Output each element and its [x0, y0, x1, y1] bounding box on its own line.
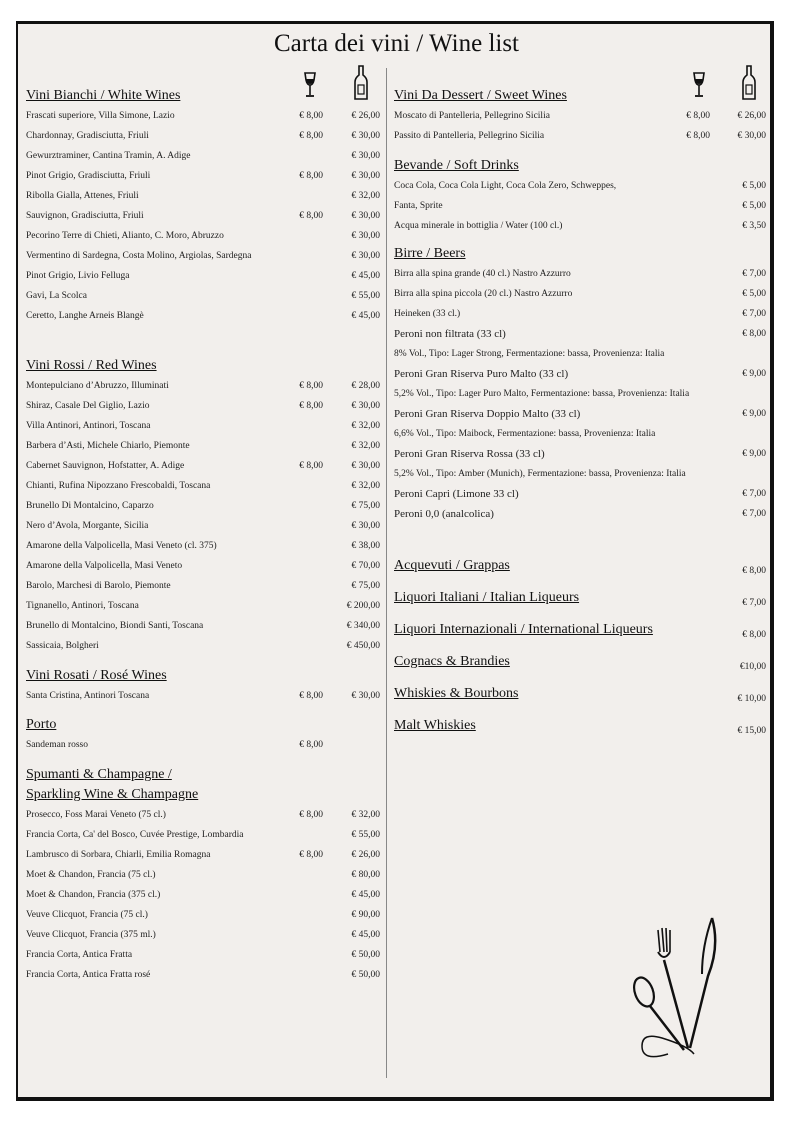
item-name: Birra alla spina piccola (20 cl.) Nastro Azzurro: [394, 289, 573, 299]
spirit-price: € 7,00: [742, 598, 766, 608]
section-soft-drinks: [394, 156, 766, 236]
item-price: € 3,50: [742, 221, 766, 231]
glass-price: € 8,00: [686, 111, 710, 121]
menu-item: [26, 805, 380, 825]
item-price: € 7,00: [742, 269, 766, 279]
bottle-price: € 50,00: [351, 970, 380, 980]
item-price: € 5,00: [742, 289, 766, 299]
bottle-price: € 75,00: [351, 581, 380, 591]
menu-item: [26, 865, 380, 885]
item-name: Vermentino di Sardegna, Costa Molino, Argiolas, Sardegna: [26, 251, 252, 261]
item-name: Francia Corta, Antica Fratta rosé: [26, 970, 151, 980]
section-sparkling: [26, 765, 380, 985]
glass-price: € 8,00: [299, 211, 323, 221]
bottle-price: € 30,00: [351, 131, 380, 141]
menu-item: [26, 146, 380, 166]
menu-item: [26, 376, 380, 396]
menu-item: [26, 636, 380, 656]
bottle-price: € 450,00: [346, 641, 380, 651]
menu-item: [26, 396, 380, 416]
section-title: Vini Da Dessert / Sweet Wines: [394, 88, 567, 103]
spirit-price: € 8,00: [742, 630, 766, 640]
item-name: Gavi, La Scolca: [26, 291, 87, 301]
section-title: Bevande / Soft Drinks: [394, 158, 519, 173]
item-name: Sandeman rosso: [26, 740, 89, 750]
item-name: Birra alla spina grande (40 cl.) Nastro Azzurro: [394, 269, 571, 279]
menu-item: [26, 516, 380, 536]
spirit-title: Liquori Internazionali / International Liqueurs: [394, 622, 653, 637]
item-name: Villa Antinori, Antinori, Toscana: [26, 421, 151, 431]
menu-item: [26, 286, 380, 306]
item-name: Heineken (33 cl.): [394, 309, 461, 319]
menu-item: [26, 266, 380, 286]
bottle-price: € 90,00: [351, 910, 380, 920]
menu-item: [26, 456, 380, 476]
menu-item: [26, 186, 380, 206]
item-name: Prosecco, Foss Marai Veneto (75 cl.): [26, 810, 166, 820]
item-name: Peroni Capri (Limone 33 cl): [394, 488, 519, 500]
bottle-price: € 30,00: [351, 521, 380, 531]
spirit-price: € 8,00: [742, 566, 766, 576]
spirit-price: €10,00: [739, 662, 766, 672]
glass-price: € 8,00: [299, 740, 323, 750]
bottle-price: € 45,00: [351, 271, 380, 281]
item-name: Pinot Grigio, Gradisciutta, Friuli: [26, 171, 151, 181]
menu-item: [394, 196, 766, 216]
item-name: Barolo, Marchesi di Barolo, Piemonte: [26, 581, 171, 591]
item-name: Montepulciano d’Abruzzo, Illuminati: [26, 381, 169, 391]
item-price: € 7,00: [742, 309, 766, 319]
item-name: Peroni 0,0 (analcolica): [394, 508, 494, 520]
section-title: Porto: [26, 717, 57, 732]
bottle-price: € 30,00: [351, 171, 380, 181]
item-name: Santa Cristina, Antinori Toscana: [26, 691, 150, 701]
beer-description: 8% Vol., Tipo: Lager Strong, Fermentazione: bassa, Provenienza: Italia: [394, 349, 665, 359]
section-beers: [394, 244, 766, 524]
menu-item: [26, 206, 380, 226]
menu-item: [26, 735, 380, 755]
item-name: Tignanello, Antinori, Toscana: [26, 601, 139, 611]
bottle-price: € 30,00: [737, 131, 766, 141]
bottle-price: € 32,00: [351, 191, 380, 201]
item-name: Veuve Clicquot, Francia (375 ml.): [26, 930, 156, 940]
menu-item: [26, 306, 380, 326]
item-name: Peroni Gran Riserva Doppio Malto (33 cl): [394, 408, 581, 420]
bottle-price: € 28,00: [351, 381, 380, 391]
menu-item: [26, 246, 380, 266]
item-name: Nero d’Avola, Morgante, Sicilia: [26, 521, 149, 531]
item-name: Frascati superiore, Villa Simone, Lazio: [26, 111, 175, 121]
item-price: € 9,00: [742, 369, 766, 379]
bottle-price: € 70,00: [351, 561, 380, 571]
bottle-price: € 55,00: [351, 830, 380, 840]
menu-item: [394, 126, 766, 146]
menu-item: [394, 324, 766, 344]
spirit-category: [394, 686, 766, 718]
menu-item: [26, 845, 380, 865]
spirit-title: Acquevuti / Grappas: [394, 558, 510, 573]
glass-price: € 8,00: [299, 461, 323, 471]
item-name: Brunello di Montalcino, Biondi Santi, Toscana: [26, 621, 204, 631]
bottle-price: € 30,00: [351, 691, 380, 701]
item-name: Veuve Clicquot, Francia (75 cl.): [26, 910, 148, 920]
glass-price: € 8,00: [299, 401, 323, 411]
item-name: Acqua minerale in bottiglia / Water (100 cl.): [394, 221, 563, 231]
item-price: € 9,00: [742, 409, 766, 419]
menu-item: [394, 106, 766, 126]
section-sweet-wines: [394, 86, 766, 146]
item-name: Brunello Di Montalcino, Caparzo: [26, 501, 154, 511]
bottle-price: € 340,00: [346, 621, 380, 631]
section-title-2: Sparkling Wine & Champagne: [26, 787, 199, 802]
bottle-price: € 30,00: [351, 251, 380, 261]
menu-item: [26, 616, 380, 636]
menu-item: [26, 596, 380, 616]
menu-item: [26, 925, 380, 945]
bottle-price: € 38,00: [351, 541, 380, 551]
item-name: Moscato di Pantelleria, Pellegrino Sicilia: [394, 111, 550, 121]
menu-item: [26, 226, 380, 246]
glass-price: € 8,00: [299, 850, 323, 860]
bottle-price: € 45,00: [351, 890, 380, 900]
item-name: Francia Corta, Antica Fratta: [26, 950, 133, 960]
menu-item: [26, 126, 380, 146]
menu-item: [394, 216, 766, 236]
spirit-title: Cognacs & Brandies: [394, 654, 510, 669]
bottle-price: € 45,00: [351, 311, 380, 321]
menu-item: [26, 576, 380, 596]
spirit-category: [394, 558, 766, 590]
item-name: Peroni Gran Riserva Puro Malto (33 cl): [394, 368, 569, 380]
menu-item: [26, 166, 380, 186]
bottle-price: € 45,00: [351, 930, 380, 940]
item-name: Peroni Gran Riserva Rossa (33 cl): [394, 448, 545, 460]
bottle-price: € 32,00: [351, 441, 380, 451]
spirit-category: [394, 718, 766, 750]
menu-item: [394, 304, 766, 324]
bottle-price: € 30,00: [351, 231, 380, 241]
glass-price: € 8,00: [299, 691, 323, 701]
item-name: Ceretto, Langhe Arneis Blangè: [26, 311, 144, 321]
bottle-price: € 32,00: [351, 421, 380, 431]
menu-item: [26, 945, 380, 965]
menu-item: [26, 476, 380, 496]
bottle-price: € 50,00: [351, 950, 380, 960]
menu-item: [26, 686, 380, 706]
bottle-price: € 75,00: [351, 501, 380, 511]
item-name: Francia Corta, Ca' del Bosco, Cuvée Prestige, Lombardia: [26, 830, 244, 840]
menu-item: [394, 364, 766, 384]
bottle-price: € 30,00: [351, 151, 380, 161]
item-price: € 5,00: [742, 201, 766, 211]
item-name: Coca Cola, Coca Cola Light, Coca Cola Zero, Schweppes,: [394, 181, 617, 191]
item-price: € 7,00: [742, 489, 766, 499]
bottle-price: € 26,00: [351, 850, 380, 860]
bottle-price: € 26,00: [351, 111, 380, 121]
menu-item: [394, 404, 766, 424]
bottle-price: € 80,00: [351, 870, 380, 880]
item-price: € 5,00: [742, 181, 766, 191]
beer-description: 6,6% Vol., Tipo: Maibock, Fermentazione: bassa, Provenienza: Italia: [394, 429, 656, 439]
item-name: Peroni non filtrata (33 cl): [394, 328, 506, 340]
menu-item: [26, 436, 380, 456]
bottle-price: € 30,00: [351, 211, 380, 221]
item-name: Ribolla Gialla, Attenes, Friuli: [26, 191, 139, 201]
glass-price: € 8,00: [299, 131, 323, 141]
bottle-price: € 30,00: [351, 461, 380, 471]
menu-item: [26, 885, 380, 905]
menu-item: [394, 176, 766, 196]
item-name: Sauvignon, Gradisciutta, Friuli: [26, 211, 144, 221]
bottle-price: € 200,00: [346, 601, 380, 611]
cutlery-icon: [628, 916, 728, 1064]
glass-price: € 8,00: [299, 810, 323, 820]
item-name: Sassicaia, Bolgheri: [26, 641, 99, 651]
menu-item: [394, 484, 766, 504]
menu-item: [26, 965, 380, 985]
glass-price: € 8,00: [299, 111, 323, 121]
section-red-wines: [26, 356, 380, 656]
menu-item: [394, 504, 766, 524]
item-name: Chardonnay, Gradisciutta, Friuli: [26, 131, 149, 141]
menu-item: [26, 556, 380, 576]
spirit-category: [394, 654, 766, 686]
menu-item: [26, 536, 380, 556]
bottle-price: € 30,00: [351, 401, 380, 411]
section-title: Vini Bianchi / White Wines: [26, 88, 181, 103]
item-name: Cabernet Sauvignon, Hofstatter, A. Adige: [26, 461, 185, 471]
beer-description: 5,2% Vol., Tipo: Lager Puro Malto, Fermentazione: bassa, Provenienza: Italia: [394, 389, 690, 399]
bottle-price: € 55,00: [351, 291, 380, 301]
section-title: Vini Rosati / Rosé Wines: [26, 668, 167, 683]
spirit-price: € 15,00: [737, 726, 766, 736]
section-title: Vini Rossi / Red Wines: [26, 358, 157, 373]
spirit-title: Liquori Italiani / Italian Liqueurs: [394, 590, 580, 605]
section-spirits: [394, 558, 766, 750]
bottle-price: € 32,00: [351, 810, 380, 820]
item-name: Barbera d’Asti, Michele Chiarlo, Piemonte: [26, 441, 190, 451]
menu-item: [26, 106, 380, 126]
item-name: Shiraz, Casale Del Giglio, Lazio: [26, 401, 150, 411]
bottle-price: € 32,00: [351, 481, 380, 491]
spirit-category: [394, 622, 766, 654]
item-name: Passito di Pantelleria, Pellegrino Sicilia: [394, 131, 545, 141]
item-name: Fanta, Sprite: [394, 201, 443, 211]
page-title: Carta dei vini / Wine list: [273, 30, 520, 57]
menu-item: [26, 496, 380, 516]
menu-item: [394, 444, 766, 464]
menu-item: [26, 416, 380, 436]
glass-price: € 8,00: [299, 171, 323, 181]
item-price: € 9,00: [742, 449, 766, 459]
item-price: € 8,00: [742, 329, 766, 339]
menu-item: [394, 264, 766, 284]
menu-item: [394, 284, 766, 304]
item-name: Moet & Chandon, Francia (375 cl.): [26, 890, 161, 900]
item-name: Chianti, Rufina Nipozzano Frescobaldi, Toscana: [26, 481, 211, 491]
item-name: Pinot Grigio, Livio Felluga: [26, 271, 130, 281]
item-name: Pecorino Terre di Chieti, Alianto, C. Moro, Abruzzo: [26, 231, 224, 241]
section-rose-wines: [26, 666, 380, 706]
item-name: Lambrusco di Sorbara, Chiarli, Emilia Romagna: [26, 850, 211, 860]
item-name: Moet & Chandon, Francia (75 cl.): [26, 870, 156, 880]
section-white-wines: [26, 86, 380, 326]
item-name: Amarone della Valpolicella, Masi Veneto (cl. 375): [26, 541, 217, 551]
item-price: € 7,00: [742, 509, 766, 519]
column-divider: [386, 68, 387, 1078]
spirit-price: € 10,00: [737, 694, 766, 704]
spirit-title: Malt Whiskies: [394, 718, 476, 733]
item-name: Amarone della Valpolicella, Masi Veneto: [26, 561, 183, 571]
spirit-title: Whiskies & Bourbons: [394, 686, 519, 701]
section-porto: [26, 715, 380, 755]
section-title: Birre / Beers: [394, 246, 466, 261]
item-name: Gewurztraminer, Cantina Tramin, A. Adige: [26, 151, 191, 161]
glass-price: € 8,00: [686, 131, 710, 141]
bottle-price: € 26,00: [737, 111, 766, 121]
beer-description: 5,2% Vol., Tipo: Amber (Munich), Fermentazione: bassa, Provenienza: Italia: [394, 469, 686, 479]
spirit-category: [394, 590, 766, 622]
glass-price: € 8,00: [299, 381, 323, 391]
menu-item: [26, 905, 380, 925]
menu-item: [26, 825, 380, 845]
section-title: Spumanti & Champagne /: [26, 767, 172, 782]
